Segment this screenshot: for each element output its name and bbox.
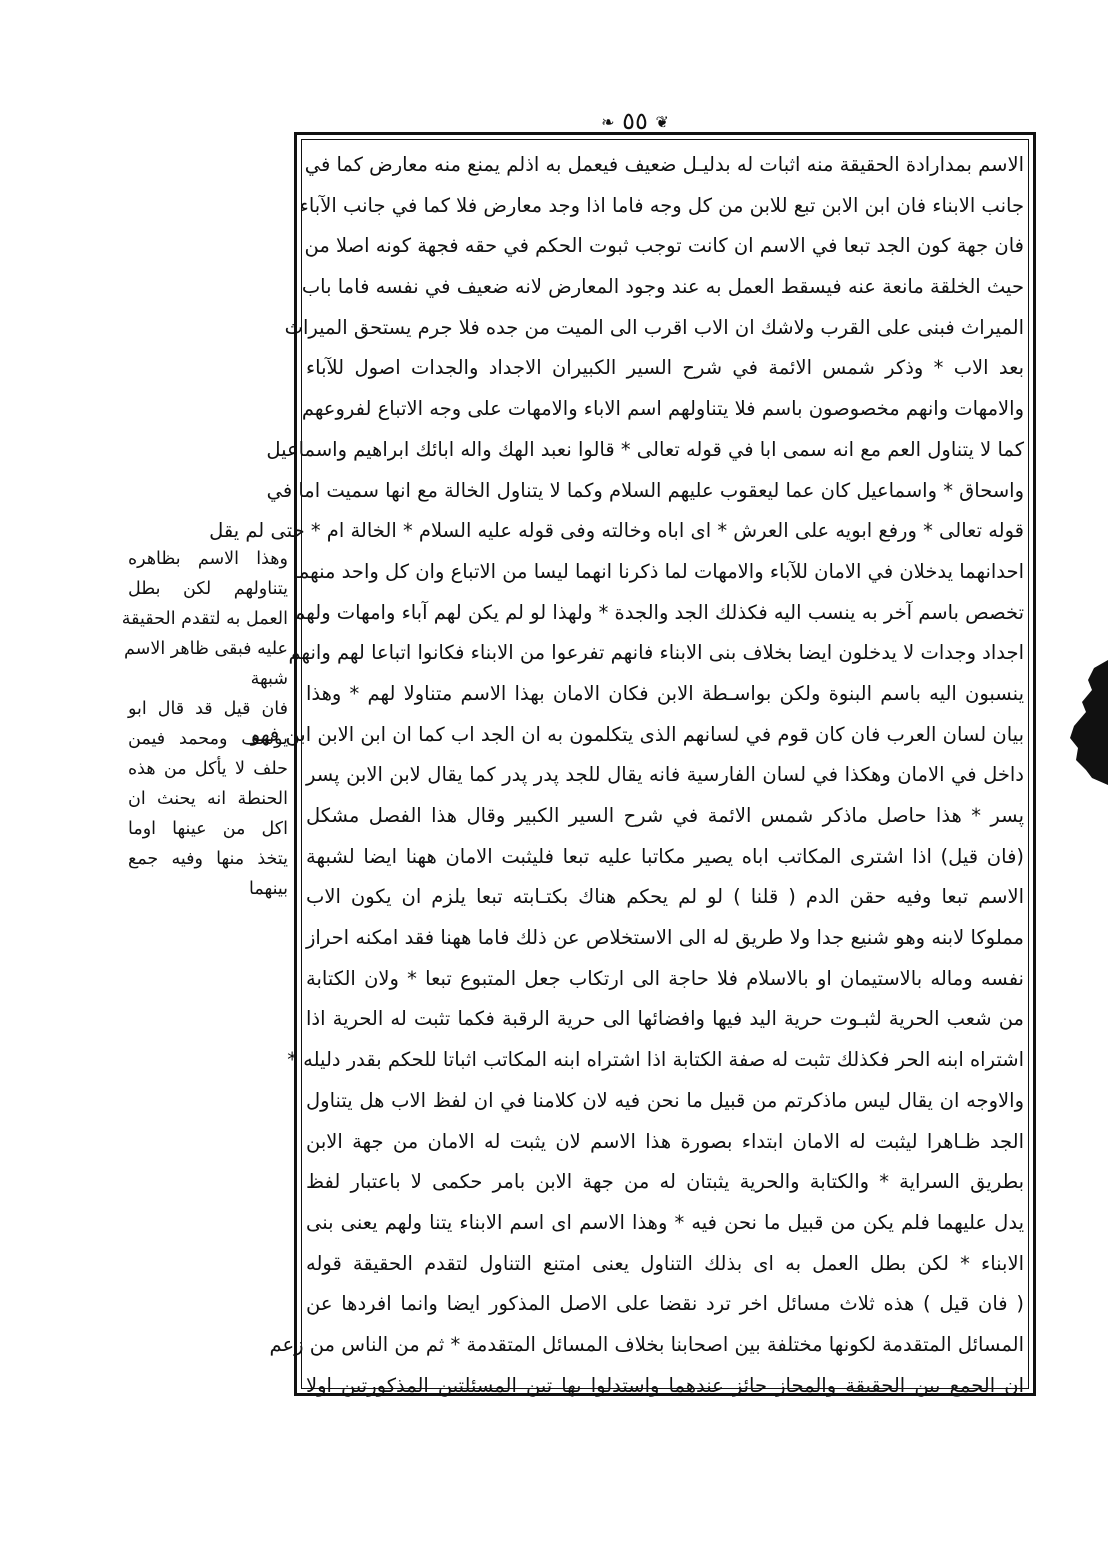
margin-line: عليه فبقى ظاهر الاسم xyxy=(124,639,288,659)
main-line: الاسم بمدارادة الحقيقة منه اثبات له بدليـل ضعيف فيعمل به اذلم يمنع منه معارض كما في xyxy=(304,153,1024,176)
margin-line: وهذا الاسم بظاهره xyxy=(128,549,288,569)
margin-line: العمل به لتقدم الحقيقة xyxy=(121,609,288,629)
margin-line: حلف لا يأكل من هذه xyxy=(128,759,288,779)
main-line: ( فان قيل ) هذه ثلاث مسائل اخر ترد نقضا على الاصل المذكور ايضا وانما افردها عن xyxy=(306,1292,1024,1316)
margin-line: بينهما xyxy=(249,879,288,899)
main-line: كما لا يتناول العم مع انه سمى ابا في قوله تعالى * قالوا نعبد الهك واله ابائك ابراهيم واسماعيل xyxy=(266,437,1024,461)
main-line: ان الجمع بين الحقيقة والمجاز جائز عندهما واستدلوا بها تين المسئلتين المذكورتين اولا xyxy=(306,1373,1024,1397)
main-line: مملوكا لابنه وهو شنيع جدا ولا طريق له الى الاستخلاص عن ذلك فاما ههنا فقد امكنه احراز xyxy=(306,926,1024,950)
main-line: الابناء * لكن بطل العمل به اى بذلك التناول يعنى امتنع التناول لتقدم الحقيقة قوله xyxy=(306,1251,1024,1275)
main-line: والامهات وانهم مخصوصون باسم فلا يتناولهم اسم الاباء والامهات على وجه الاتباع لفروعهم xyxy=(301,397,1024,421)
main-line: حيث الخلقة مانعة عنه فيسقط العمل به عند وجود المعارض لانه ضعيف في نفسه فاما باب xyxy=(301,275,1024,299)
main-line: فان جهة كون الجد تبعا في الاسم ان كانت توجب ثبوت الحكم في حقه فجهة كونه اصلا من xyxy=(304,234,1024,258)
ink-blot-mark xyxy=(1070,660,1108,785)
main-line: اجداد وجدات لا يدخلون ايضا بخلاف بنى الابناء فانهم تفرعوا من الابناء فكانوا اتباعا لهم وانهم xyxy=(288,641,1024,665)
main-line: پسر * هذا حاصل ماذكر شمس الائمة في شرح السير الكبير وقال هذا الفصل مشكل xyxy=(306,804,1024,827)
main-line: قوله تعالى * ورفع ابويه على العرش * اى اباه وخالته وفى قوله عليه السلام * الخالة ام * حتى لم يقل xyxy=(209,519,1024,543)
margin-note xyxy=(121,544,288,904)
main-line: تخصص باسم آخر به ينسب اليه فكذلك الجد والجدة * ولهذا لو لم يكن لهم آباء وامهات ولهم xyxy=(293,600,1024,624)
main-line: نفسه وماله بالاستيمان او بالاسلام فلا حاجة الى ارتكاب جعل المتبوع تبعا * ولان الكتابة xyxy=(306,966,1024,990)
main-line: والاوجه ان يقال ليس ماذكرتم من قبيل ما نحن فيه لان كلامنا في ان لفظ الاب هل يتناول xyxy=(306,1088,1024,1112)
main-line: واسحاق * واسماعيل كان عما ليعقوب عليهم السلام وكما لا يتناول الخالة مع انها سميت اما في xyxy=(266,478,1024,502)
main-line: الاسم تبعا وفيه حقن الدم ( قلنا ) لو لم يحكم هناك بكتـابته تبعا يلزم ان يكون الاب xyxy=(306,885,1024,909)
margin-line: يتناولهم لكن بطل xyxy=(128,579,288,599)
margin-line: فان قيل قد قال ابو xyxy=(128,699,288,719)
main-line: الجد ظـاهرا ليثبت له الامان ابتداء بصورة هذا الاسم لان يثبت له الامان من جهة الابن xyxy=(306,1129,1024,1153)
main-line: (فان قيل) اذا اشترى المكاتب اباه يصير مكاتبا عليه تبعا فليثبت الامان ههنا ايضا لشبهة xyxy=(306,844,1024,868)
margin-line: شبهة xyxy=(250,669,288,689)
main-line: اشتراه ابنه الحر فكذلك تثبت له صفة الكتابة اذا اشتراه ابنه المكاتب اثباتا للحكم بقدر دليله * xyxy=(287,1048,1024,1072)
main-line: الميراث فبنى على القرب ولاشك ان الاب اقرب الى الميت من جده فلا جرم يستحق الميراث xyxy=(284,315,1024,339)
margin-line: يتخذ منها وفيه جمع xyxy=(128,849,288,869)
main-line: بيان لسان العرب فان كان قوم في لسانهم الذى يتكلمون به ان الجد اب كما ان ابن الابن ابن فهو xyxy=(250,722,1024,746)
margin-line: يوسف ومحمد فيمن xyxy=(128,729,288,749)
main-line: المسائل المتقدمة لكونها مختلفة بين اصحابنا بخلاف المسائل المتقدمة * ثم من الناس من زعم xyxy=(269,1332,1024,1356)
main-line: من شعب الحرية لثبـوت حرية اليد فيها وافضائها الى حرية الرقبة فكما تثبت له الحرية اذا xyxy=(306,1007,1024,1031)
main-line: جانب الابناء فان ابن الابن تبع للابن من كل وجه فاما اذا وجد معارض فلا كما في جانب الآباء xyxy=(299,193,1024,217)
main-line: احدانهما يدخلان في الامان للآباء والامهات لما ذكرنا انهما ليسا من الاتباع وان كل واحد منهما xyxy=(292,559,1024,583)
main-line: بعد الاب * وذكر شمس الائمة في شرح السير الكبيران الاجداد والجدات اصول للآباء xyxy=(306,356,1024,380)
margin-line: الحنطة انه يحنث ان xyxy=(128,789,288,809)
main-line: بطريق السراية * والكتابة والحرية يثبتان له من جهة الابن بامر حكمى لا باعتبار لفظ xyxy=(306,1170,1024,1194)
main-line: داخل في الامان وهكذا في لسان الفارسية فانه يقال للجد پدر پدر كما يقال لابن الابن پسر xyxy=(306,763,1024,787)
ornament-left-icon: ❦ xyxy=(655,112,669,132)
main-line: ينسبون اليه باسم البنوة ولكن بواسـطة الابن فكان الامان بهذا الاسم متناولا لهم * وهذا xyxy=(306,681,1024,705)
page-number-text: ٥٥ xyxy=(622,107,648,135)
ornament-right-icon: ❧ xyxy=(601,112,615,132)
main-line: يدل عليهما فلم يكن من قبيل ما نحن فيه * وهذا الاسم اى اسم الابناء يتنا ولهم يعنى بنى xyxy=(306,1210,1024,1234)
margin-line: اكل من عينها اوما xyxy=(128,819,288,839)
